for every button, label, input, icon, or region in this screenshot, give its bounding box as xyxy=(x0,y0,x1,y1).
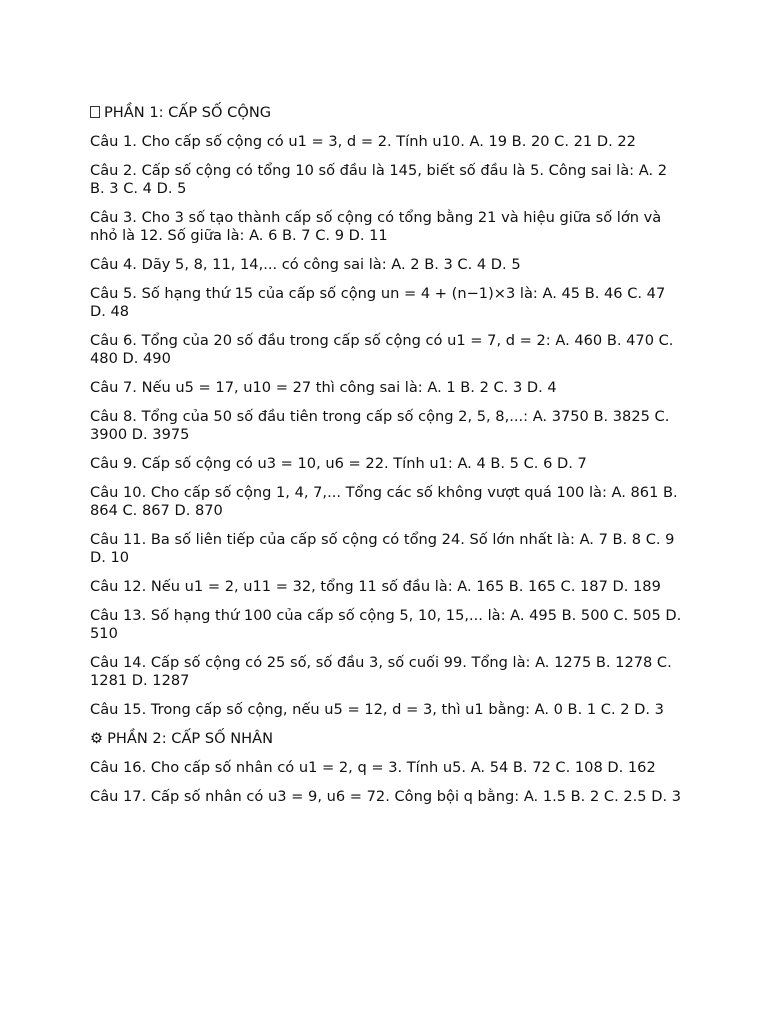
section-1-title: PHẦN 1: CẤP SỐ CỘNG xyxy=(104,104,272,121)
question-11: Câu 11. Ba số liên tiếp của cấp số cộng có tổng 24. Số lớn nhất là: A. 7 B. 8 C. 9 D. 10 xyxy=(90,531,675,566)
question-9: Câu 9. Cấp số cộng có u3 = 10, u6 = 22. Tính u1: A. 4 B. 5 C. 6 D. 7 xyxy=(90,455,587,472)
question-4: Câu 4. Dãy 5, 8, 11, 14,... có công sai là: A. 2 B. 3 C. 4 D. 5 xyxy=(90,256,521,273)
question-10: Câu 10. Cho cấp số cộng 1, 4, 7,... Tổng các số không vượt quá 100 là: A. 861 B. 864 C. 867 D. 870 xyxy=(90,484,678,519)
question-8: Câu 8. Tổng của 50 số đầu tiên trong cấp số cộng 2, 5, 8,...: A. 3750 B. 3825 C. 3900 D. 3975 xyxy=(90,408,670,443)
question-2: Câu 2. Cấp số cộng có tổng 10 số đầu là 145, biết số đầu là 5. Công sai là: A. 2 B. 3 C. 4 D. 5 xyxy=(90,162,668,197)
question-6: Câu 6. Tổng của 20 số đầu trong cấp số cộng có u1 = 7, d = 2: A. 460 B. 470 C. 480 D. 490 xyxy=(90,332,674,367)
question-3: Câu 3. Cho 3 số tạo thành cấp số cộng có tổng bằng 21 và hiệu giữa số lớn và nhỏ là 12. Số giữa là: A. 6 B. 7 C. 9 D. 11 xyxy=(90,209,662,244)
question-7: Câu 7. Nếu u5 = 17, u10 = 27 thì công sai là: A. 1 B. 2 C. 3 D. 4 xyxy=(90,379,557,396)
section-2-title: PHẦN 2: CẤP SỐ NHÂN xyxy=(107,730,274,747)
document-page xyxy=(90,104,685,817)
question-12: Câu 12. Nếu u1 = 2, u11 = 32, tổng 11 số đầu là: A. 165 B. 165 C. 187 D. 189 xyxy=(90,578,661,595)
question-17: Câu 17. Cấp số nhân có u3 = 9, u6 = 72. Công bội q bằng: A. 1.5 B. 2 C. 2.5 D. 3 xyxy=(90,788,682,805)
gear-icon: ⚙ xyxy=(90,730,104,747)
question-5: Câu 5. Số hạng thứ 15 của cấp số cộng un = 4 + (n−1)×3 là: A. 45 B. 46 C. 47 D. 48 xyxy=(90,285,666,320)
question-14: Câu 14. Cấp số cộng có 25 số, số đầu 3, số cuối 99. Tổng là: A. 1275 B. 1278 C. 1281 D. 1287 xyxy=(90,654,672,689)
section-1-heading xyxy=(90,104,685,122)
question-13: Câu 13. Số hạng thứ 100 của cấp số cộng 5, 10, 15,... là: A. 495 B. 500 C. 505 D. 510 xyxy=(90,607,682,642)
question-15: Câu 15. Trong cấp số cộng, nếu u5 = 12, d = 3, thì u1 bằng: A. 0 B. 1 C. 2 D. 3 xyxy=(90,701,664,718)
section-2-heading xyxy=(90,730,685,748)
question-1: Câu 1. Cho cấp số cộng có u1 = 3, d = 2. Tính u10. A. 19 B. 20 C. 21 D. 22 xyxy=(90,133,636,150)
question-16: Câu 16. Cho cấp số nhân có u1 = 2, q = 3. Tính u5. A. 54 B. 72 C. 108 D. 162 xyxy=(90,759,656,776)
missing-glyph-icon xyxy=(90,106,100,118)
